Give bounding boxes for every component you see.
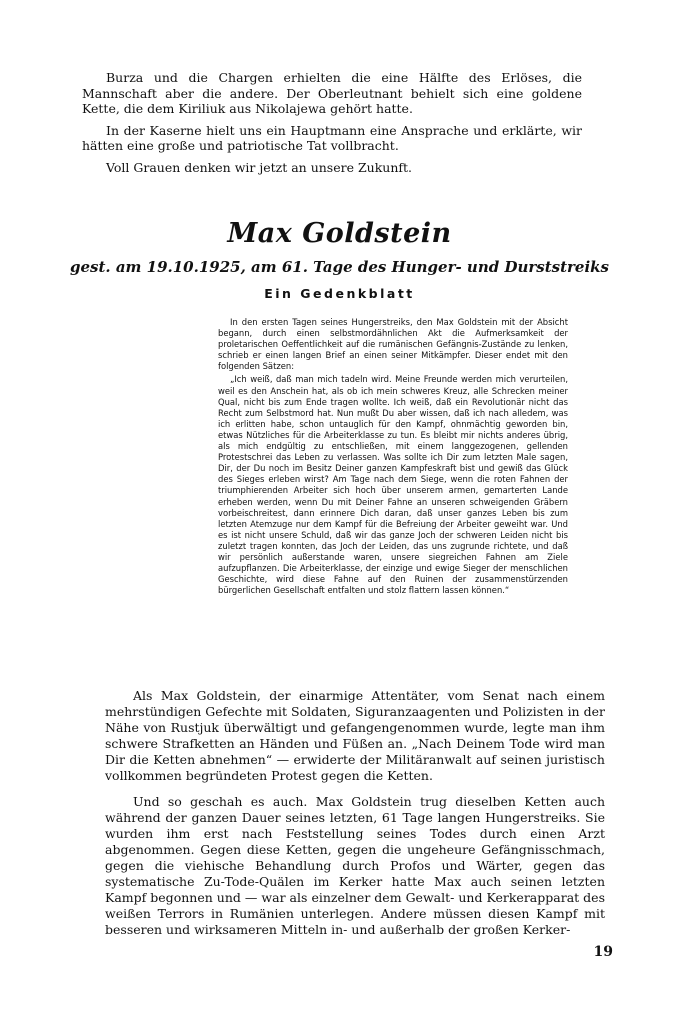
intro-section	[82, 70, 582, 181]
body-paragraph-1: Als Max Goldstein, der einarmige Attentäter, vom Senat nach einem mehrstündigen Gefechte mit Soldaten, Siguranzaagenten und Polizisten in der Nähe von Rustjuk überwältigt und gefangengenommen wurde, legte man ihm schwere Strafketten an Händen und Füßen an. „Nach Deinem Tode wird man Dir die Ketten abnehmen“ — erwiderte der Militäranwalt auf seinen juristisch vollkommen begründeten Protest gegen die Ketten.	[105, 688, 605, 783]
article-kicker: Ein Gedenkblatt	[264, 286, 415, 301]
intro-paragraph-1: Burza und die Chargen erhielten die eine Hälfte des Erlöses, die Mannschaft aber die andere. Der Oberleutnant behielt sich eine goldene Kette, die dem Kiriliuk aus Nikolajewa gehört hatte.	[82, 70, 582, 116]
article-body	[105, 688, 605, 948]
article-title: Max Goldstein	[227, 218, 452, 249]
intro-paragraph-2: In der Kaserne hielt uns ein Hauptmann eine Ansprache und erklärte, wir hätten eine große und patriotische Tat vollbracht.	[82, 122, 582, 153]
letter-intro: In den ersten Tagen seines Hungerstreiks, den Max Goldstein mit der Absicht begann, durch einen selbstmordähnlichen Akt die Aufmerksamkeit der proletarischen Oeffentlichkeit auf die rumänischen Gefängnis-Zustände zu lenken, schrieb er einen langen Brief an einen seiner Mitkämpfer. Dieser endet mit den folgenden Sätzen:	[218, 317, 568, 372]
letter-quote: „Ich weiß, daß man mich tadeln wird. Meine Freunde werden mich verurteilen, weil es den Anschein hat, als ob ich mein schweres Kreuz, alle Schrecken meiner Qual, nicht bis zum Ende tragen wollte. Ich weiß, daß ein Revolutionär nicht das Recht zum Selbstmord hat. Nun mußt Du aber wissen, daß ich nach alledem, was ich erlitten habe, schon untauglich für den Kampf, ohnmächtig geworden bin, etwas Nützliches für die Arbeiterklasse zu tun. Es bleibt mir nichts anderes übrig, als mich endgültig zu entschließen, mit einem langgezogenen, gellenden Protestschrei das Leben zu verlassen. Was sollte ich Dir zum letzten Male sagen, Dir, der Du noch im Besitz Deiner ganzen Kampfeskraft bist und gewiß das Glück des Sieges erleben wirst? Am Tage nach dem Siege, wenn die roten Fahnen der triumphierenden Arbeiter sich hoch über unserem armen, gemarterten Lande erheben werden, wenn Du mit Deiner Fahne an unseren schweigenden Gräbern vorbeischreitest, dann erinnere Dich daran, daß unser ganzes Leben bis zum letzten Atemzuge nur dem Kampf für die Befreiung der Arbeiter geweiht war. Und es ist nicht unsere Schuld, daß wir das ganze Joch der schweren Leiden nicht bis zuletzt tragen konnten, das Joch der Leiden, das uns zugrunde richtete, und daß wir persönlich außerstande waren, unsere siegreichen Fahnen am Ziele aufzupflanzen. Die Arbeiterklasse, der einzige und ewige Sieger der menschlichen Geschichte, wird diese Fahne auf den Ruinen der zusammenstürzenden bürgerlichen Gesellschaft entfalten und stolz flattern lassen können.“	[218, 374, 568, 596]
article-subtitle: gest. am 19.10.1925, am 61. Tage des Hunger- und Durststreiks	[69, 258, 609, 276]
body-paragraph-2: Und so geschah es auch. Max Goldstein trug dieselben Ketten auch während der ganzen Dauer seines letzten, 61 Tage langen Hungerstreiks. Sie wurden ihm erst nach Feststellung seines Todes durch einen Arzt abgenommen. Gegen diese Ketten, gegen die ungeheure Gefängnisschmach, gegen die viehische Behandlung durch Profos und Wärter, gegen das systematische Zu-Tode-Quälen im Kerker hatte Max auch seinen letzten Kampf begonnen und — war als einzelner dem Gewalt- und Kerkerapparat des weißen Terrors in Rumänien unterlegen. Andere müssen diesen Kampf mit besseren und wirksameren Mitteln in- und außerhalb der großen Kerker-	[105, 794, 605, 937]
intro-paragraph-3: Voll Grauen denken wir jetzt an unsere Zukunft.	[106, 159, 412, 175]
page-number: 19	[593, 944, 613, 960]
letter-excerpt	[218, 317, 568, 596]
